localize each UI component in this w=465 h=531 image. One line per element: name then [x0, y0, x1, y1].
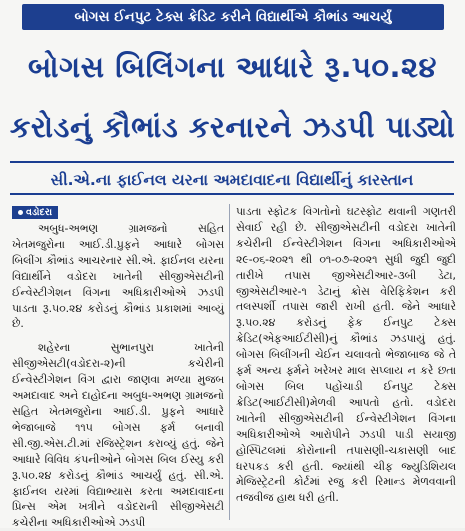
article-column-left [12, 204, 224, 530]
paragraph: અબુધ-અભણ ગ્રામજનો સહિત ખેતમજુરોના આઈ.ડી.પ્રુફને આધારે બોગસ બિલીંગ કૌભાંડ આચરનાર સી.એ. ફાઈનલ યરના વિદ્યાર્થીને વડોદરા ખાતેની સીજીએસટીની ઈન્વેસ્ટીગેશન વિંગના અધિકારીઓએ ઝડપી પાડતા રૂ.૫૦.૨૪ કરોડનું કૌભાંડ પ્રકાશમાં આવ્યું છે. [12, 222, 224, 331]
article-column-right [236, 204, 456, 522]
kicker-banner: બોગસ ઈનપુટ ટેક્સ ક્રેડિટ કરીને વિદ્યાર્થીએ કૌભાંડ આચર્યું [22, 4, 444, 30]
bullet-icon [18, 210, 23, 215]
headline-line-1: બોગસ બિલિંગના આધારે રૂ.૫૦.૨૪ [27, 50, 438, 84]
column-divider [229, 204, 230, 520]
dateline-badge [12, 206, 58, 219]
paragraph: પાડતા સ્ફોટક વિગતોનો ઘટસ્ફોટ થવાની ગણતરી સેવાઈ રહી છે. સીજીએસટીની વડોદરા ખાતેની કચેરીની ઈન્વેસ્ટીગેશન વિંગના અધિકારીઓએ ૨૯-૦૬-૨૦૨૧ થી ૦૧-૦૭-૨૦૨૧ સુધી જુદી જુદી તારીખે તપાસ જીએસટીઆર-૩બી ડેટા, જીએસટીઆર-૧ ડેટાનું ક્રોસ વેરિફિકેશન કરી તલસ્પર્શી તપાસ જારી રાખી હતી. જેને આધારે રૂ.૫૦.૨૪ કરોડનું ફેક ઈનપુટ ટેક્સ ક્રેડિટ(એફઆઈટીસી)નું કૌભાંડ ઝડપાયું હતું. બોગસ બિલીંગની ચેઈન ચલાવતો ભેજાબાજ જે તે ફર્મ અન્ય ફર્મને ખરેખર માલ સપ્લાય ન કરે છતા બોગસ બિલ પહોંચાડી ઈનપુટ ટેક્સ ક્રેડિટ(આઈટીસી)મેળવી આપતો હતો. વડોદરા ખાતેની સીજીએસટીની ઈન્વેસ્ટીગેશન વિંગના અધિકારીઓએ આરોપીને ઝડપી પાડી સયાજી હોસ્પિટલમાં કોરોનાની તપાસણી-ચકાસણી બાદ ધરપકડ કરી હતી. જ્યાંથી ચીફ જ્યુડિશિયલ મેજિસ્ટ્રેટની કોર્ટમાં રજુ કરી રિમાન્ડ મેળવવાની તજવીજ હાથ ધરી હતી. [236, 205, 456, 505]
headline-line-2: કરોડનું કૌભાંડ કરનારને ઝડપી પાડ્યો [9, 110, 456, 144]
subheadline: સી.એ.ના ફાઈનલ યરના અમદાવાદના વિદ્યાર્થીનું કારસ્તાન [10, 161, 454, 195]
paragraph: શહેરના સુભાનપુરા ખાતેની સીજીએસટી(વડોદરા-૨)ની કચેરીની ઈન્વેસ્ટીગેશન વિંગ દ્વારા જાણવા મળ્યા મુજબ અમદાવાદ અને દાહોદના અબુધ-અભણ ગ્રામજનો સહિત ખેતમજુરોના આઈ.ડી. પ્રુફને આધારે ભેજાબાજે ૧૧૫ બોગસ ફર્મ બનાવી સી.જી.એસ.ટી.માં રજિસ્ટ્રેશન કરાવ્યું હતું. જેને આધારે વિવિધ કંપનીઓને બોગસ બિલ ઈસ્યુ કરી રૂ.૫૦.૨૪ કરોડનું કૌભાંડ આચર્યું હતું. સી.એ. ફાઈનલ યરમાં વિદ્યાભ્યાસ કરતા અમદાવાદના પ્રિન્સ એમ ખત્રીને વડોદરાની સીજીએસટી કચેરીના અધિકારીઓએ ઝડપી [12, 341, 224, 530]
dateline-text: વડોદરા [26, 207, 53, 218]
